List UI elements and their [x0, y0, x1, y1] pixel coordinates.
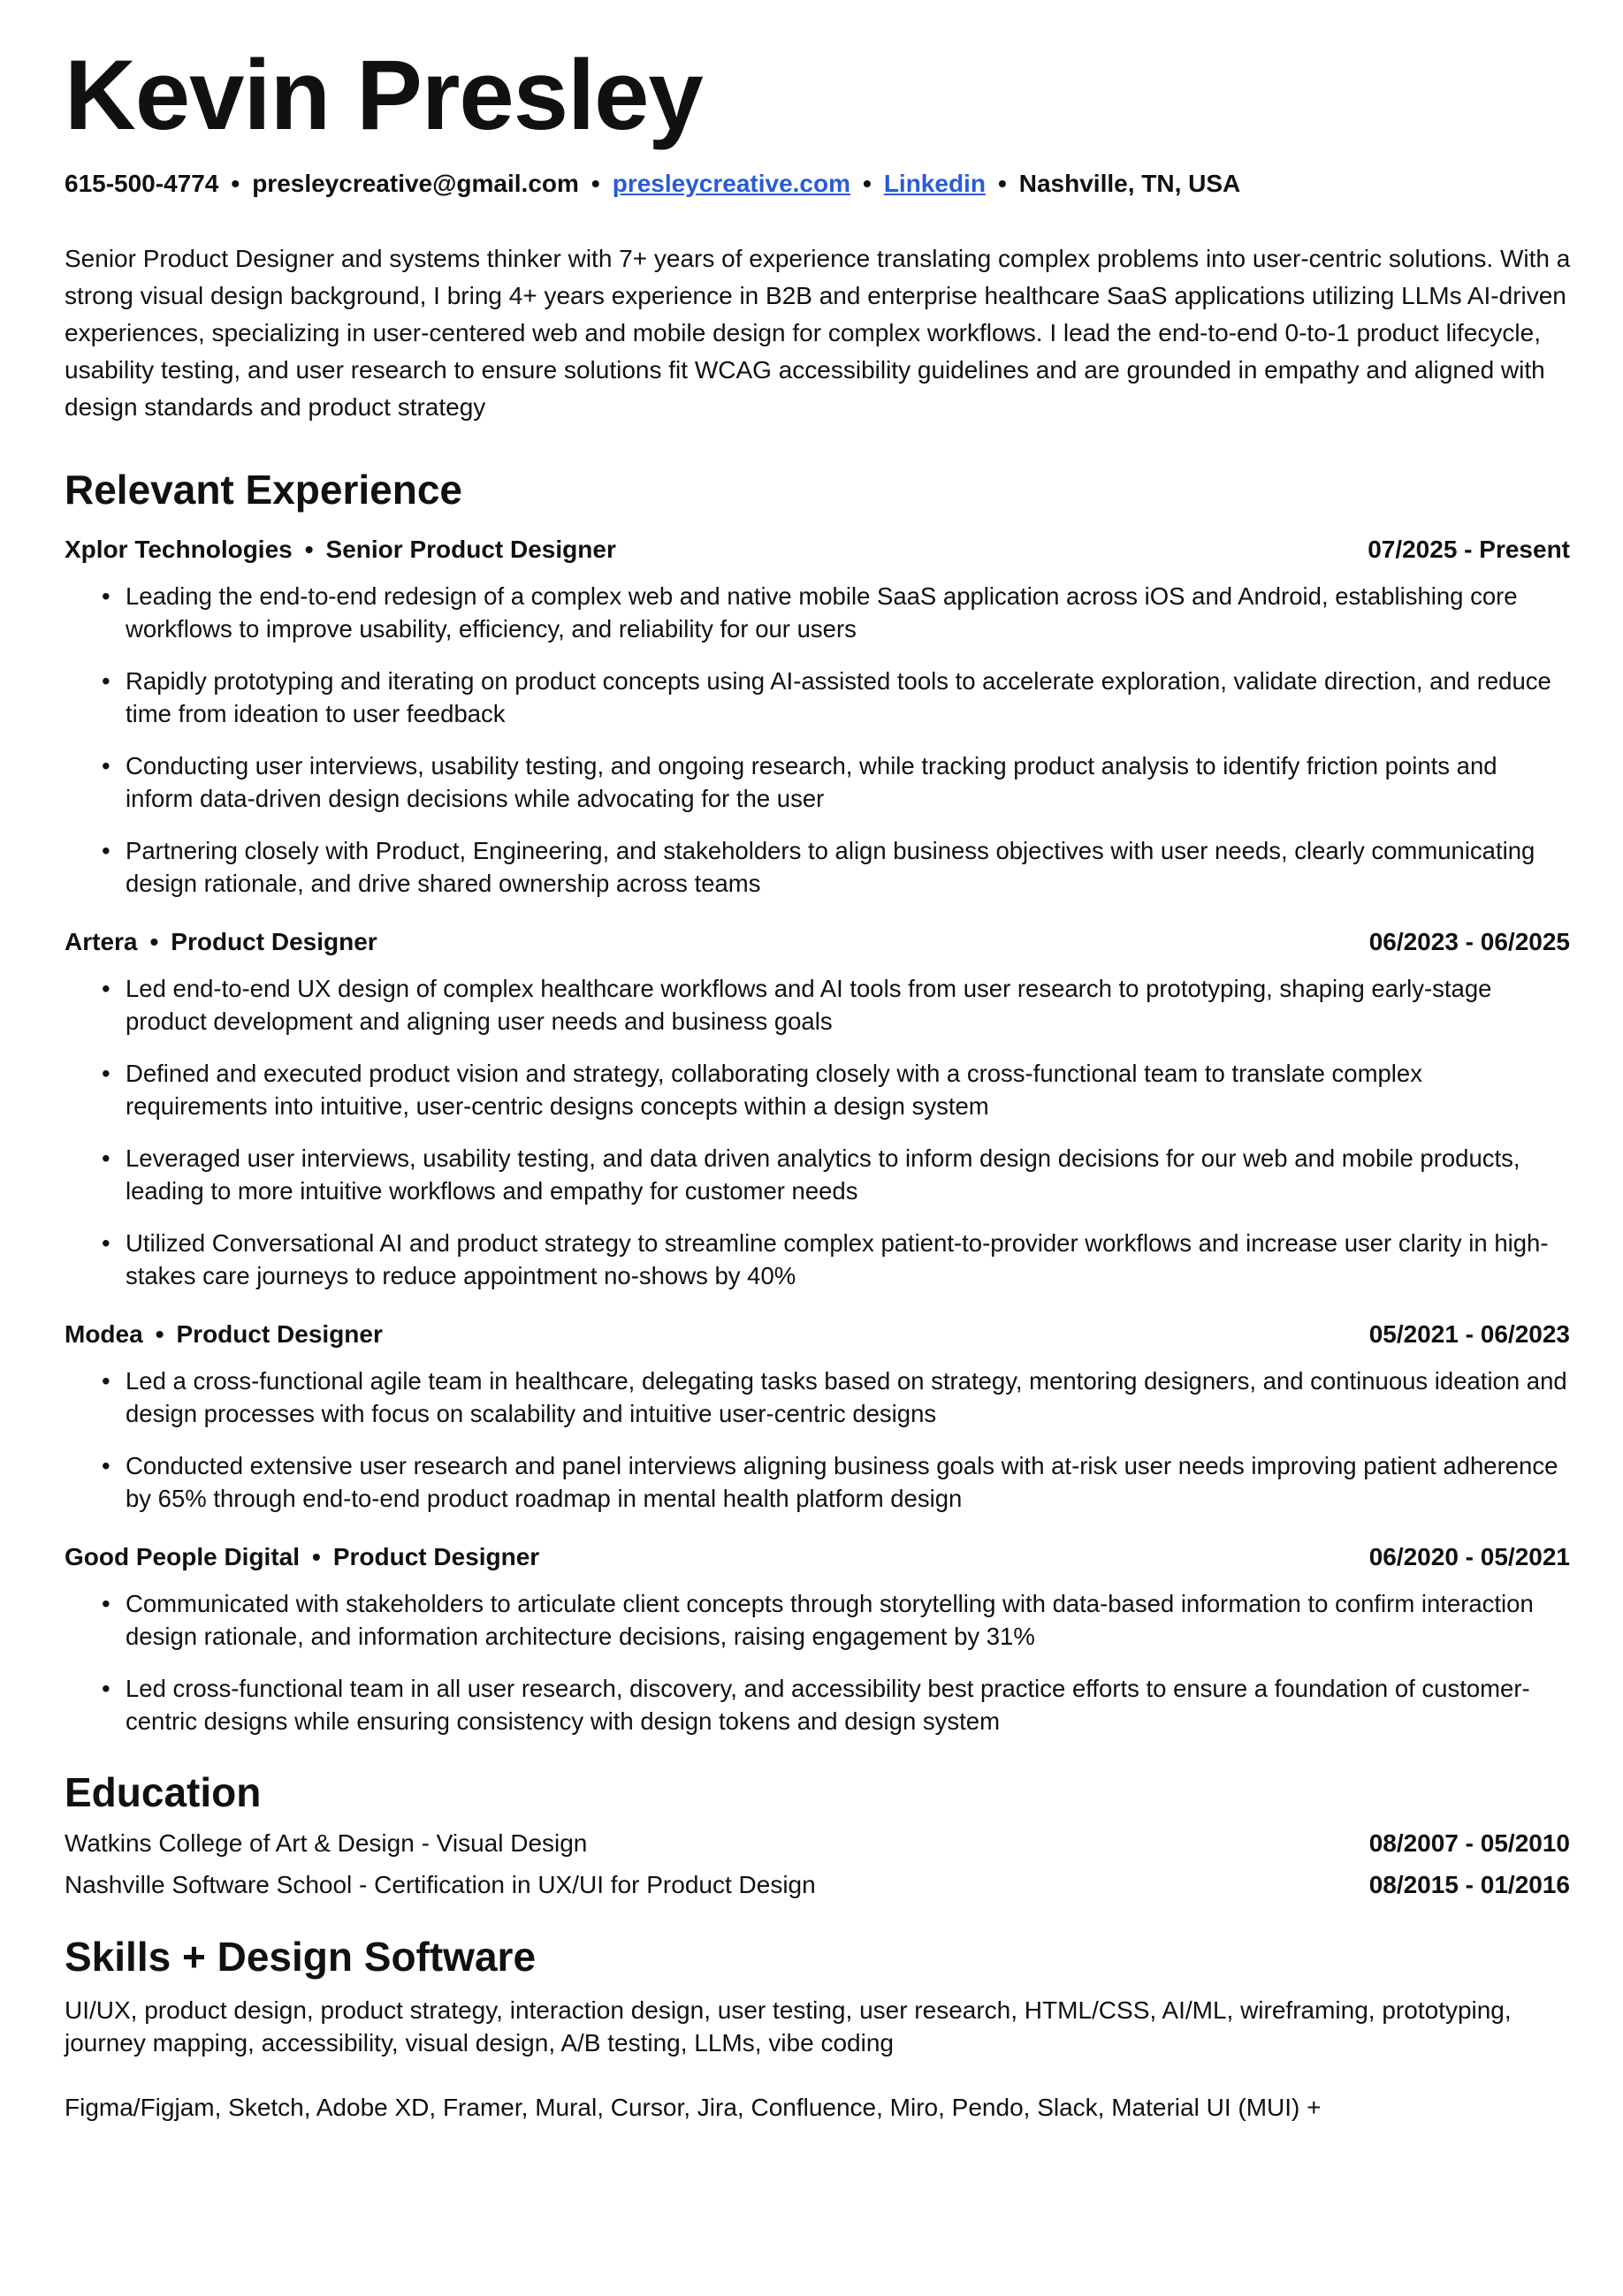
separator: • [304, 536, 314, 563]
job-company-title [65, 534, 616, 566]
separator: • [149, 928, 159, 955]
bullet-item: • Conducting user interviews, usability testing, and ongoing research, while tracking product analysis to identify friction points and inform data-driven design decisions while advocating for the user [126, 749, 1570, 815]
candidate-name: Kevin Presley [65, 40, 703, 150]
job-bullets [65, 972, 1570, 1292]
summary: Senior Product Designer and systems thinker with 7+ years of experience translating complex problems into user-centric solutions. With a strong visual design background, I bring 4+ years experience in B2B and enterprise healthcare SaaS applications utilizing LLMs AI-driven experiences, specializing in user-centered web and mobile design for complex workflows. I lead the end-to-end 0-to-1 product lifecycle, usability testing, and user research to ensure solutions fit WCAG accessibility guidelines and are grounded in empathy and aligned with design standards and product strategy [65, 245, 1571, 421]
bullet-item: • Led a cross-functional agile team in healthcare, delegating tasks based on strategy, mentoring designers, and continuous ideation and design processes with focus on scalability and intuitive user-centric designs [126, 1365, 1570, 1430]
job-dates: 05/2021 - 06/2023 [1368, 1320, 1570, 1348]
job-dates: 06/2020 - 05/2021 [1368, 1543, 1570, 1570]
separator: • [591, 170, 600, 197]
job-company-title [65, 1319, 383, 1350]
job-header [65, 1541, 1570, 1573]
location: Nashville, TN, USA [1018, 170, 1241, 197]
bullet-item: • Defined and executed product vision and strategy, collaborating closely with a cross-functional team to translate complex requirements into intuitive, user-centric designs concepts within a design system [126, 1057, 1570, 1122]
education-dates: 08/2007 - 05/2010 [1368, 1829, 1570, 1857]
email: presleycreative@gmail.com [252, 170, 579, 197]
bullet-item: • Communicated with stakeholders to articulate client concepts through storytelling with data-based information to confirm interaction design rationale, and information architecture decisions, raising engagement by 31% [126, 1587, 1570, 1653]
school: Nashville Software School - Certification in UX/UI for Product Design [65, 1871, 816, 1898]
skills-list: UI/UX, product design, product strategy, interaction design, user testing, user research, HTML/CSS, AI/ML, wireframing, prototyping, journey mapping, accessibility, visual design, A/B testing, LLMs, vibe coding [65, 1996, 1512, 2057]
bullet-item: • Conducted extensive user research and panel interviews aligning business goals with at-risk user needs improving patient adherence by 65% through end-to-end product roadmap in mental health platform design [126, 1449, 1570, 1515]
education-dates: 08/2015 - 01/2016 [1368, 1871, 1570, 1898]
job-company-title [65, 926, 377, 958]
separator: • [997, 170, 1007, 197]
bullet-item: • Leading the end-to-end redesign of a complex web and native mobile SaaS application across iOS and Android, establishing core workflows to improve usability, efficiency, and reliability for our users [126, 580, 1570, 645]
bullet-item: • Partnering closely with Product, Engineering, and stakeholders to align business objectives with user needs, clearly communicating design rationale, and drive shared ownership across teams [126, 834, 1570, 900]
education-item [65, 1822, 1570, 1864]
bullet-item: • Leveraged user interviews, usability testing, and data driven analytics to inform design decisions for our web and mobile products, leading to more intuitive workflows and empathy for customer needs [126, 1142, 1570, 1207]
contact-line [65, 168, 1570, 200]
job-title: Senior Product Designer [325, 536, 616, 563]
education-item [65, 1864, 1570, 1905]
job-dates: 07/2025 - Present [1368, 536, 1570, 563]
linkedin-link[interactable]: Linkedin [883, 170, 986, 197]
separator: • [155, 1320, 164, 1348]
bullet-item: • Utilized Conversational AI and product strategy to streamline complex patient-to-provider workflows and increase user clarity in high-stakes care journeys to reduce appointment no-shows by 40% [126, 1227, 1570, 1292]
bullet-item: • Rapidly prototyping and iterating on product concepts using AI-assisted tools to accelerate exploration, validate direction, and reduce time from ideation to user feedback [126, 665, 1570, 730]
experience-heading: Relevant Experience [65, 467, 463, 513]
education-list [65, 1822, 1570, 1905]
job-bullets [65, 1365, 1570, 1515]
job-bullets [65, 580, 1570, 900]
company: Xplor Technologies [65, 536, 293, 563]
experience-list [65, 534, 1570, 1737]
separator: • [863, 170, 872, 197]
tools-list: Figma/Figjam, Sketch, Adobe XD, Framer, Mural, Cursor, Jira, Confluence, Miro, Pendo, Slack, Material UI (MUI) + [65, 2094, 1322, 2121]
job-title: Product Designer [171, 928, 377, 955]
company: Good People Digital [65, 1543, 301, 1570]
job-company-title [65, 1541, 539, 1573]
education-heading: Education [65, 1769, 262, 1815]
job-header [65, 534, 1570, 566]
job-header [65, 1319, 1570, 1350]
separator: • [231, 170, 240, 197]
phone: 615-500-4774 [65, 170, 219, 197]
company: Artera [65, 928, 138, 955]
job-dates: 06/2023 - 06/2025 [1368, 928, 1570, 955]
bullet-item: • Led cross-functional team in all user research, discovery, and accessibility best practice efforts to ensure a foundation of customer-centric designs while ensuring consistency with design tokens and design system [126, 1672, 1570, 1737]
separator: • [312, 1543, 321, 1570]
website-link[interactable]: presleycreative.com [612, 170, 850, 197]
school: Watkins College of Art & Design - Visual Design [65, 1829, 588, 1857]
bullet-item: • Led end-to-end UX design of complex healthcare workflows and AI tools from user research to prototyping, shaping early-stage product development and aligning user needs and business goals [126, 972, 1570, 1038]
job-bullets [65, 1587, 1570, 1737]
job-title: Product Designer [176, 1320, 383, 1348]
skills-heading: Skills + Design Software [65, 1934, 537, 1980]
job-title: Product Designer [332, 1543, 540, 1570]
company: Modea [65, 1320, 143, 1348]
job-header [65, 926, 1570, 958]
